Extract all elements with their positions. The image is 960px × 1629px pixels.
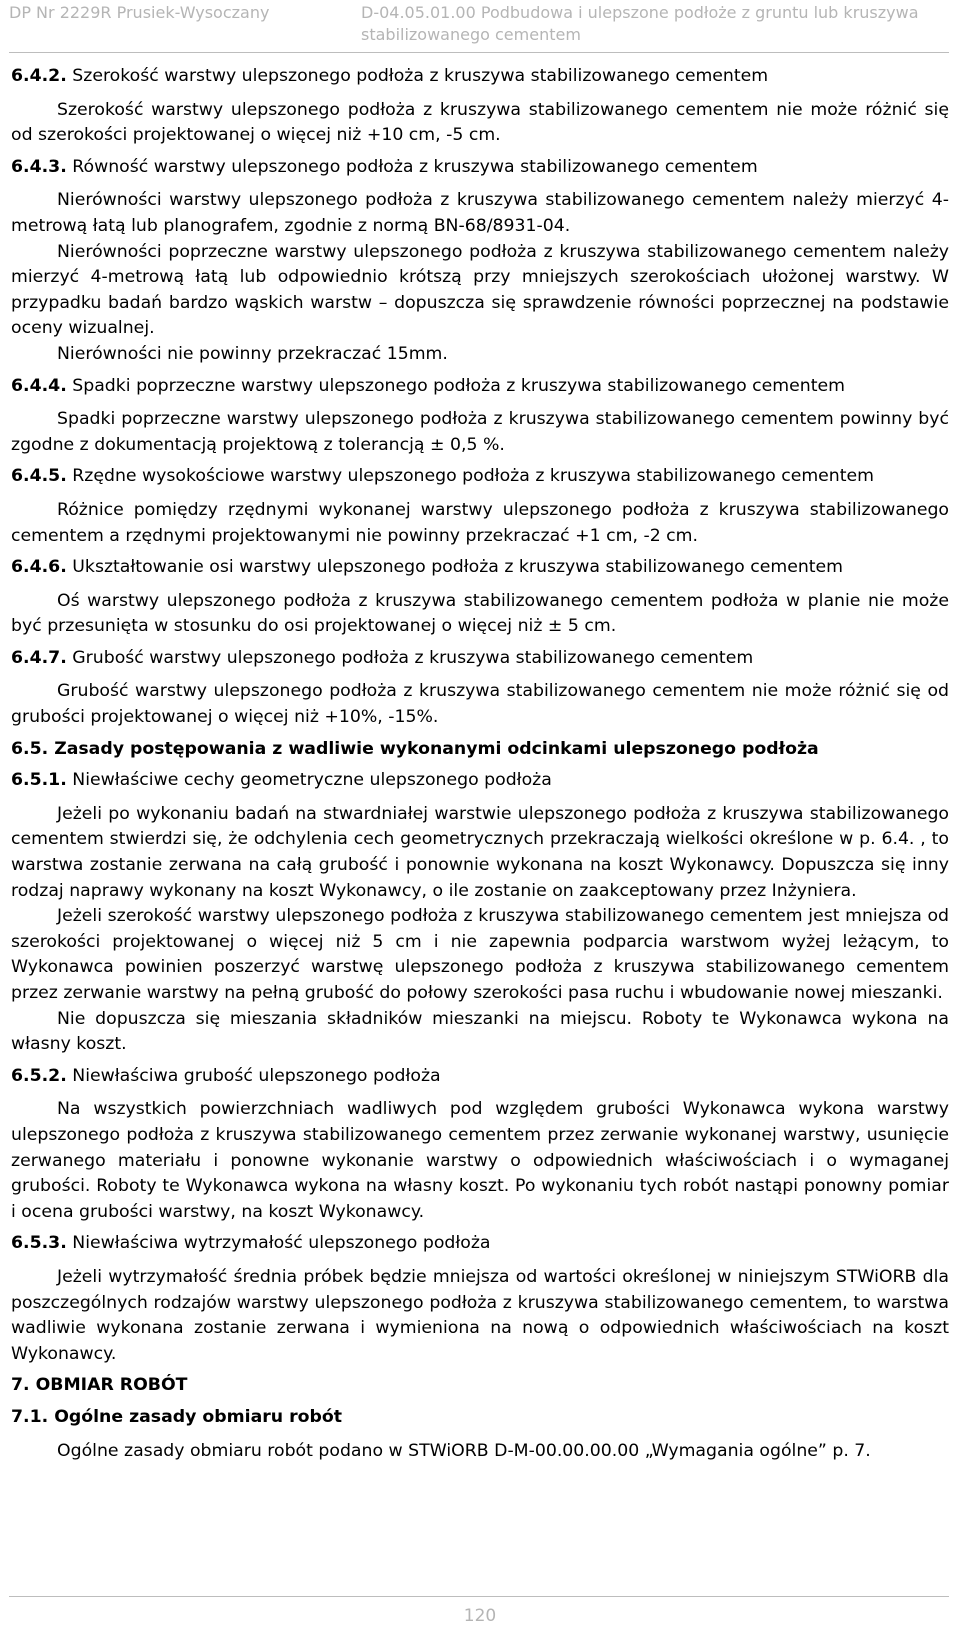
paragraph: Nie dopuszcza się mieszania składników mieszanki na miejscu. Roboty te Wykonawca wykona na własny koszt. bbox=[11, 1008, 949, 1055]
paragraph: Jeżeli wytrzymałość średnia próbek będzie mniejsza od wartości określonej w niniejszym STWiORB dla poszczególnych rodzajów warstwy ulepszonego podłoża z kruszywa stabilizowanego cementem, to warstwa wadliwie wykonana zostanie zerwana i wymieniona na nową o odpowiednich właściwościach na koszt Wykonawcy. bbox=[11, 1266, 949, 1364]
heading-6-5-3: 6.5.3. Niewłaściwa wytrzymałość ulepszonego podłoża bbox=[11, 1233, 491, 1254]
heading-6-4-4: 6.4.4. Spadki poprzeczne warstwy ulepszonego podłoża z kruszywa stabilizowanego cementem bbox=[11, 375, 845, 396]
heading-7: 7. OBMIAR ROBÓT bbox=[11, 1375, 188, 1396]
heading-7-1: 7.1. Ogólne zasady obmiaru robót bbox=[11, 1406, 342, 1427]
paragraph: Nierówności poprzeczne warstwy ulepszonego podłoża z kruszywa stabilizowanego cementem należy mierzyć 4-metrową łatą lub odpowiednio krótszą przy mniejszych szerokościach ułożonej warstwy. W przypadku badań bardzo wąskich warstw – dopuszcza się sprawdzenie równości poprzecznej na podstawie oceny wizualnej. bbox=[11, 241, 949, 339]
paragraph: Spadki poprzeczne warstwy ulepszonego podłoża z kruszywa stabilizowanego cementem powinny być zgodne z dokumentacją projektową z tolerancją ± 0,5 %. bbox=[11, 409, 949, 455]
page-header bbox=[9, 0, 949, 53]
heading-6-4-5: 6.4.5. Rzędne wysokościowe warstwy ulepszonego podłoża z kruszywa stabilizowanego cementem bbox=[11, 466, 874, 487]
heading-6-5-2: 6.5.2. Niewłaściwa grubość ulepszonego podłoża bbox=[11, 1065, 441, 1086]
header-spec-title: D-04.05.01.00 Podbudowa i ulepszone podłoże z gruntu lub kruszywa stabilizowanego cementem bbox=[361, 3, 919, 44]
heading-6-4-6: 6.4.6. Ukształtowanie osi warstwy ulepszonego podłoża z kruszywa stabilizowanego cementem bbox=[11, 557, 844, 578]
document-body bbox=[11, 64, 949, 1464]
page-number: 120 bbox=[463, 1606, 497, 1626]
heading-6-4-3: 6.4.3. Równość warstwy ulepszonego podłoża z kruszywa stabilizowanego cementem bbox=[11, 156, 758, 177]
paragraph: Na wszystkich powierzchniach wadliwych pod względem grubości Wykonawca wykona warstwy ulepszonego podłoża z kruszywa stabilizowanego cementem przez zerwanie wykonanej warstwy, usunięcie zerwanego materiału i ponowne wykonanie warstwy o odpowiednich właściwościach i o wymaganej grubości. Roboty te Wykonawca wykona na własny koszt. Po wykonaniu tych robót nastąpi ponowny pomiar i ocena grubości warstwy, na koszt Wykonawcy. bbox=[11, 1099, 949, 1222]
paragraph: Grubość warstwy ulepszonego podłoża z kruszywa stabilizowanego cementem nie może różnić się od grubości projektowanej o więcej niż +10%, -15%. bbox=[11, 681, 949, 728]
heading-6-5: 6.5. Zasady postępowania z wadliwie wykonanymi odcinkami ulepszonego podłoża bbox=[11, 738, 819, 759]
paragraph: Ogólne zasady obmiaru robót podano w STWiORB D-M-00.00.00.00 „Wymagania ogólne” p. 7. bbox=[57, 1440, 871, 1461]
header-project: DP Nr 2229R Prusiek-Wysoczany bbox=[9, 3, 270, 22]
paragraph: Jeżeli po wykonaniu badań na stwardniałej warstwie ulepszonego podłoża z kruszywa stabilizowanego cementem stwierdzi się, że odchylenia cech geometrycznych przekraczają wielkości określone w p. 6.4. , to warstwa zostanie zerwana na całą grubość i ponownie wykonana na koszt Wykonawcy. Dopuszcza się inny rodzaj naprawy wykonany na koszt Wykonawcy, o ile zostanie on zaakceptowany przez Inżyniera. bbox=[11, 803, 949, 901]
heading-6-4-2: 6.4.2. Szerokość warstwy ulepszonego podłoża z kruszywa stabilizowanego cementem bbox=[11, 66, 769, 86]
heading-6-4-7: 6.4.7. Grubość warstwy ulepszonego podłoża z kruszywa stabilizowanego cementem bbox=[11, 647, 754, 668]
paragraph: Szerokość warstwy ulepszonego podłoża z kruszywa stabilizowanego cementem nie może różnić się od szerokości projektowanej o więcej niż +10 cm, -5 cm. bbox=[11, 99, 949, 146]
paragraph: Nierówności warstwy ulepszonego podłoża z kruszywa stabilizowanego cementem należy mierzyć 4-metrową łatą lub planografem, zgodnie z normą BN-68/8931-04. bbox=[11, 190, 949, 236]
paragraph: Nierówności nie powinny przekraczać 15mm. bbox=[57, 343, 448, 364]
paragraph: Jeżeli szerokość warstwy ulepszonego podłoża z kruszywa stabilizowanego cementem jest mniejsza od szerokości projektowanej o więcej niż 5 cm i nie zapewnia podparcia warstwom wyżej leżącym, to Wykonawca powinien poszerzyć warstwę ulepszonego podłoża z kruszywa stabilizowanego cementem przez zerwanie warstwy na pełną grubość do połowy szerokości pasa ruchu i wbudowanie nowej mieszanki. bbox=[11, 906, 949, 1003]
paragraph: Różnice pomiędzy rzędnymi wykonanej warstwy ulepszonego podłoża z kruszywa stabilizowanego cementem a rzędnymi projektowanymi nie powinny przekraczać +1 cm, -2 cm. bbox=[11, 499, 949, 546]
footer-rule bbox=[9, 1596, 949, 1597]
paragraph: Oś warstwy ulepszonego podłoża z kruszywa stabilizowanego cementem podłoża w planie nie może być przesunięta w stosunku do osi projektowanej o więcej niż ± 5 cm. bbox=[11, 590, 949, 637]
heading-6-5-1: 6.5.1. Niewłaściwe cechy geometryczne ulepszonego podłoża bbox=[11, 770, 552, 791]
